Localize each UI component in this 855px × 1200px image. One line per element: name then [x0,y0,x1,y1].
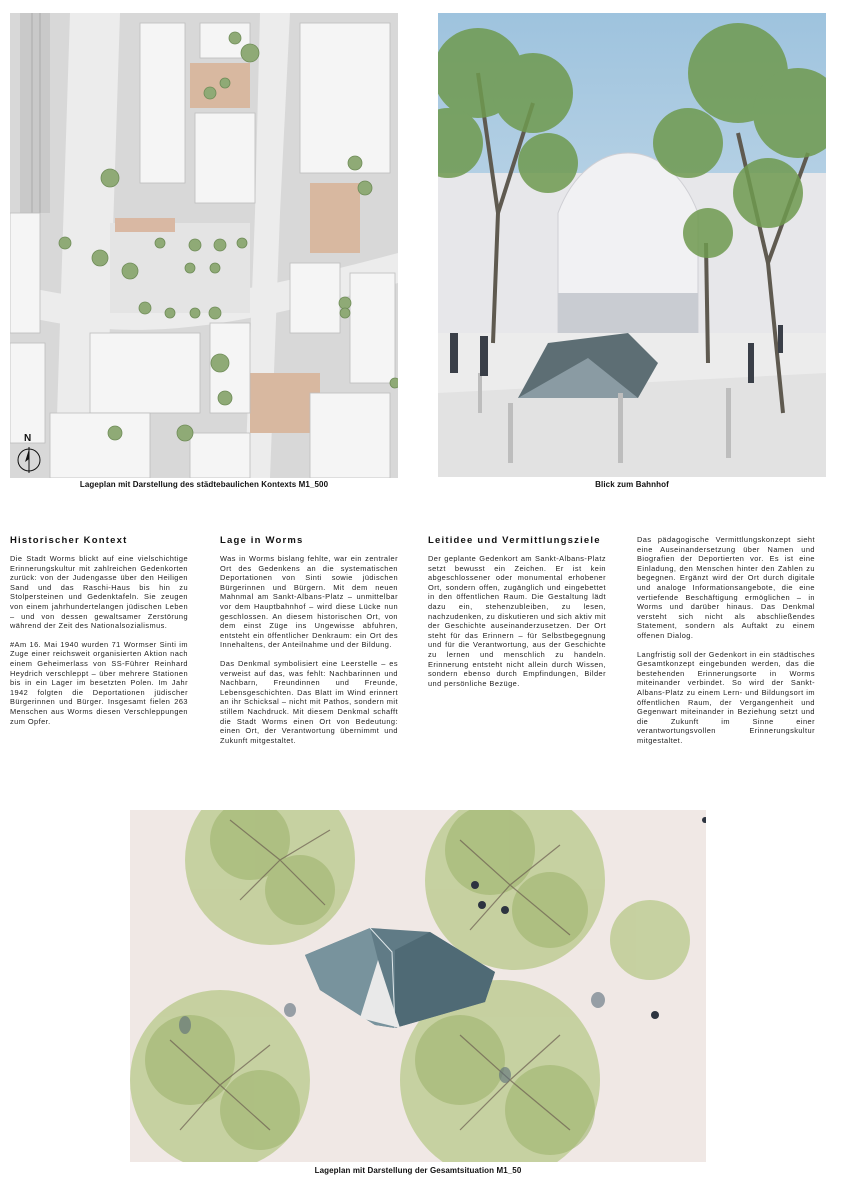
column-location [220,535,398,754]
paragraph: Was in Worms bislang fehlte, war ein zentraler Ort des Gedenkens an die systematischen Deportationen von Sinti sowie jüdischen Bürgerinnen und Bürgern. Mit dem neuen Mahnmal am Sankt-Albans-Platz – unmittelbar vor dem Hauptbahnhof – wird diese Lücke nun geschlossen. An diesem historischen Ort, von dem einst Züge ins Ungewisse abfuhren, entsteht ein öffentlicher Denkraum: ein Ort des Innehaltens, der Anteilnahme und der Bildung. [220,554,398,650]
paragraph: Das pädagogische Vermittlungskonzept sieht eine Auseinandersetzung über Namen und Biografien der Deportierten vor. Es ist eine Einladung, den Menschen hinter den Zahlen zu begegnen. Ergänzt wird der Ort durch digitale und analoge Informationsangebote, die eine vertiefende Beschäftigung ermöglichen – in Worms und darüber hinaus. Das Denkmal versteht sich nicht als abschließendes Statement, sondern als Auftakt zu einem offenen Dialog. [637,535,815,640]
paragraph: Das Denkmal symbolisiert eine Leerstelle – es verweist auf das, was fehlt: Nachbarinnen und Nachbarn, Freundinnen und Freunde, Lebensgeschichten. Das Blatt im Wind erinnert an ihr Schicksal – nicht mit Pathos, sondern mit stillem Nachdruck. Mit diesem Denkmal schafft die Stadt Worms einen Ort von Bedeutung: einen Ort, der Verantwortung übernimmt und Zukunft mitgestaltet. [220,658,398,745]
paragraph: #Am 16. Mai 1940 wurden 71 Wormser Sinti im Zuge einer reichsweit organisierten Aktion nach einem Geheimerlass von SS-Führer Reinhard Heydrich verschleppt – über mehrere Stationen bis in ein Lager im besetzten Polen. Im Jahr 1942 folgten die Deportationen jüdischer Bürgerinnen und Bürger. Insgesamt fielen 263 Menschen aus Worms diesen Verschleppungen zum Opfer. [10,639,188,726]
column-title: Lage in Worms [220,535,304,546]
north-label: N [24,433,32,444]
overall-site-plan-render [130,810,706,1162]
site-plan-image [10,13,398,478]
column-title: Leitidee und Vermittlungsziele [428,535,601,546]
site-plan-caption: Lageplan mit Darstellung des städtebaulichen Kontexts M1_500 [79,480,329,489]
column-guiding-idea [428,535,606,697]
column-title: Historischer Kontext [10,535,128,546]
paragraph: Langfristig soll der Gedenkort in ein städtisches Gesamtkonzept eingebunden werden, das die bestehenden Erinnerungsorte in Worms miteinander verbindet. So wird der Sankt-Albans-Platz zu einem Lern- und Bildungsort im öffentlichen Raum, der Vergangenheit und Gegenwart miteinander in Beziehung setzt und die Zukunft im Sinne einer verantwortungsvollen Erinnerungskultur mitgestaltet. [637,649,815,745]
column-historical-context [10,535,188,735]
station-view-render [438,13,826,477]
overall-site-plan-caption: Lageplan mit Darstellung der Gesamtsituation M1_50 [314,1166,522,1175]
paragraph: Die Stadt Worms blickt auf eine vielschichtige Erinnerungskultur mit zahlreichen Gedenkorten zurück: von der Judengasse über den Heiligen Sand und das Raschi-Haus bis hin zu Stolpersteinen und Gedenktafeln. Sie zeugen von einem jahrhundertelangen jüdischen Leben – und von dessen gewaltsamer Zerstörung während der Zeit des Nationalsozialismus. [10,554,188,631]
paragraph: Der geplante Gedenkort am Sankt-Albans-Platz setzt bewusst ein Zeichen. Er ist kein abgeschlossener oder monumental erhobener Ort, sondern offen, zugänglich und eingebettet in den öffentlichen Raum. Die Gestaltung lädt dazu ein, stehenzubleiben, zu lesen, nachzudenken, zu diskutieren und sich aktiv mit der Geschichte auseinanderzusetzen. Der Ort steht für das Erinnern – für Selbstbegegnung und für die Verantwortung, aus der Geschichte zu lernen und menschlich zu handeln. Erinnerung entsteht nicht allein durch Wissen, sondern ebenso durch Empfindungen, Bilder und persönliche Bezüge. [428,554,606,688]
north-arrow-icon [16,431,42,475]
column-education-concept [637,535,815,754]
station-view-caption: Blick zum Bahnhof [595,480,669,489]
